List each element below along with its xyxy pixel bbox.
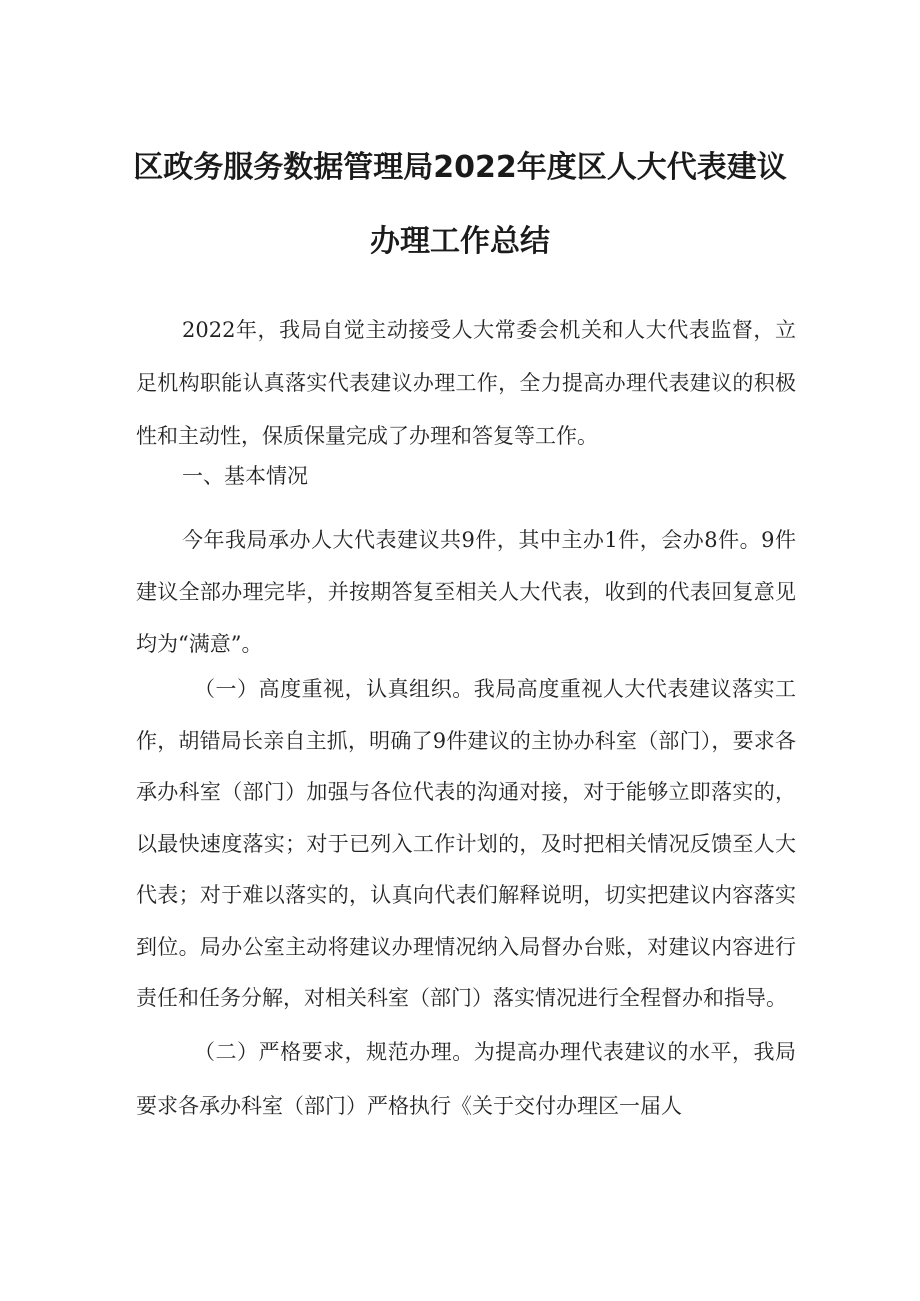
basic-situation-paragraph: 今年我局承办人大代表建议共9件，其中主办1件，会办8件。9件建议全部办理完毕，并按期答复至相关人大代表，收到的代表回复意见均为“满意”。 (136, 528, 796, 656)
intro-paragraph: 2022年，我局自觉主动接受人大常委会机关和人大代表监督，立足机构职能认真落实代表建议办理工作，全力提高办理代表建议的积极性和主动性，保质保量完成了办理和答复等工作。 (136, 318, 796, 448)
subsection-1-paragraph: （一）高度重视，认真组织。我局高度重视人大代表建议落实工作，胡错局长亲自主抓，明确了9件建议的主协办科室（部门），要求各承办科室（部门）加强与各位代表的沟通对接，对于能够立即落实的，以最快速度落实；对于已列入工作计划的，及时把相关情况反馈至人大代表；对于难以落实的，认真向代表们解释说明，切实把建议内容落实到位。局办公室主动将建议办理情况纳入局督办台账，对建议内容进行责任和任务分解，对相关科室（部门）落实情况进行全程督办和指导。 (136, 677, 796, 1010)
subsection-2-paragraph: （二）严格要求，规范办理。为提高办理代表建议的水平，我局要求各承办科室（部门）严格执行《关于交付办理区一届人 (136, 1040, 796, 1118)
document-title-line-1: 区政务服务数据管理局2022年度区人大代表建议 (133, 150, 787, 185)
document-title-line-2: 办理工作总结 (370, 224, 550, 259)
section-heading-basic-situation: 一、基本情况 (182, 464, 308, 488)
